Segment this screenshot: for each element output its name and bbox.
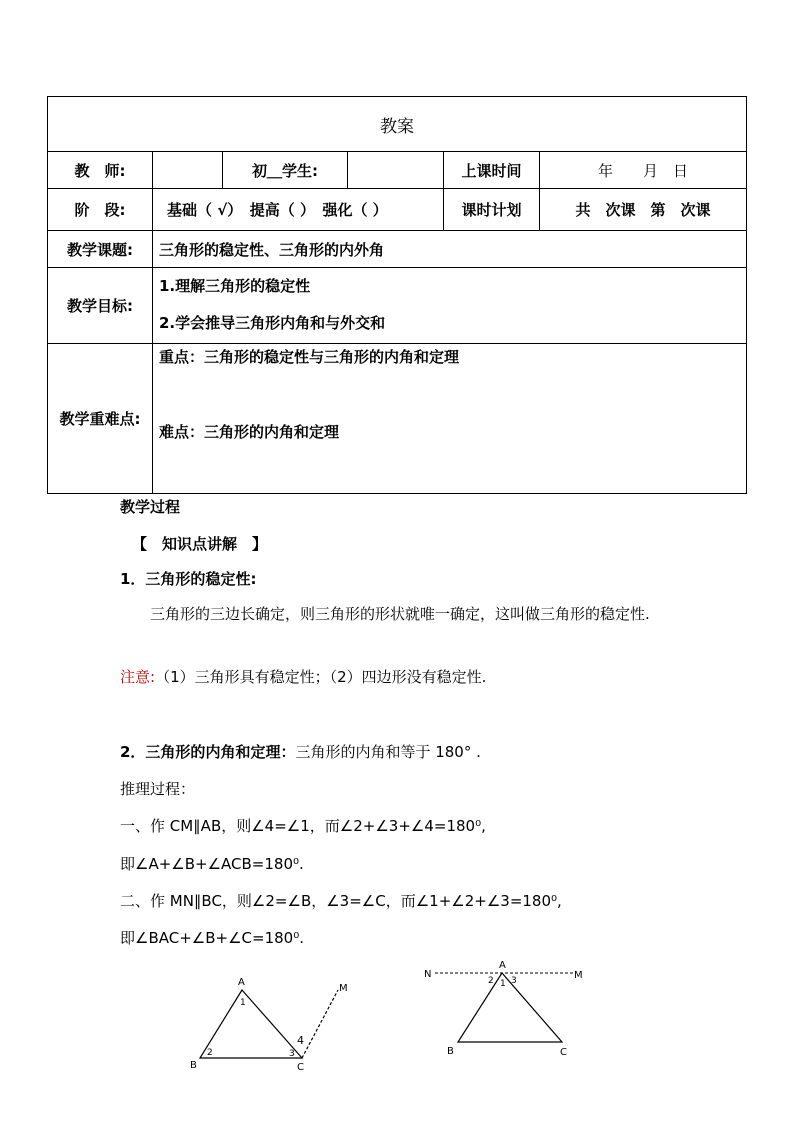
label-M: M	[339, 983, 348, 994]
label-C: C	[297, 1062, 304, 1073]
process-title: 教学过程	[120, 498, 181, 516]
label-A: A	[499, 960, 506, 971]
point2-line	[120, 741, 481, 762]
teacher-label: 教 师:	[48, 152, 153, 189]
figure-left	[180, 970, 360, 1075]
step1a: 一、作 CM∥AB，则∠4=∠1，而∠2+∠3+∠4=180⁰,	[120, 817, 486, 835]
point1-title: 1．三角形的稳定性:	[120, 570, 257, 588]
point2-title: 2．三角形的内角和定理：	[120, 743, 296, 761]
note-label: 注意:	[120, 668, 156, 686]
label-B: B	[190, 1060, 197, 1071]
figure-right	[420, 958, 590, 1063]
angle-3: 3	[511, 976, 517, 986]
goal-item: 1.理解三角形的稳定性	[159, 277, 311, 295]
angle-4: 4	[297, 1034, 304, 1047]
section-heading: 【 知识点讲解 】	[132, 535, 268, 553]
stage-options[interactable]: 基础（ √） 提高（ ） 强化（ ）	[153, 189, 444, 231]
stage-label: 阶 段:	[48, 189, 153, 231]
angle-2: 2	[488, 976, 494, 986]
plan-title: 教案	[48, 97, 747, 152]
triangle-abc	[458, 973, 562, 1042]
angle-3: 3	[289, 1049, 295, 1059]
label-N: N	[424, 969, 432, 980]
label-B: B	[447, 1046, 454, 1057]
lesson-plan-table	[47, 96, 747, 494]
note-text: （1）三角形具有稳定性；（2）四边形没有稳定性.	[155, 668, 487, 686]
triangle-abc	[200, 990, 302, 1058]
label-M: M	[574, 970, 583, 981]
reasoning-label: 推理过程：	[120, 780, 196, 798]
class-date[interactable]: 年 月 日	[540, 152, 747, 189]
topic-label: 教学课题:	[48, 231, 153, 268]
class-time-label: 上课时间	[444, 152, 540, 189]
angle-1: 1	[240, 998, 246, 1008]
line-cm	[302, 990, 338, 1058]
point1-text: 三角形的三边长确定，则三角形的形状就唯一确定，这叫做三角形的稳定性.	[150, 605, 650, 623]
teacher-value[interactable]	[153, 152, 223, 189]
label-C: C	[560, 1047, 567, 1058]
grade-student-label: 初＿学生:	[223, 152, 348, 189]
difficult-point: 难点：三角形的内角和定理	[159, 423, 340, 441]
goal-item: 2.学会推导三角形内角和与外交和	[159, 314, 386, 332]
angle-2: 2	[207, 1048, 213, 1058]
key-point: 重点：三角形的稳定性与三角形的内角和定理	[159, 348, 460, 366]
keypoints-label: 教学重难点:	[48, 344, 153, 494]
student-value[interactable]	[348, 152, 444, 189]
plan-label: 课时计划	[444, 189, 540, 231]
point2-text: 三角形的内角和等于 180° .	[295, 743, 481, 761]
step1b: 即∠A+∠B+∠ACB=180⁰.	[120, 855, 304, 873]
plan-value[interactable]: 共 次课 第 次课	[540, 189, 747, 231]
label-A: A	[238, 977, 245, 988]
note-line	[120, 666, 486, 687]
step2b: 即∠BAC+∠B+∠C=180⁰.	[120, 929, 304, 947]
angle-1: 1	[500, 979, 506, 989]
topic-value: 三角形的稳定性、三角形的内外角	[153, 231, 747, 268]
goals-label: 教学目标:	[48, 268, 153, 344]
step2a: 二、作 MN∥BC，则∠2=∠B，∠3=∠C，而∠1+∠2+∠3=180⁰,	[120, 892, 562, 910]
